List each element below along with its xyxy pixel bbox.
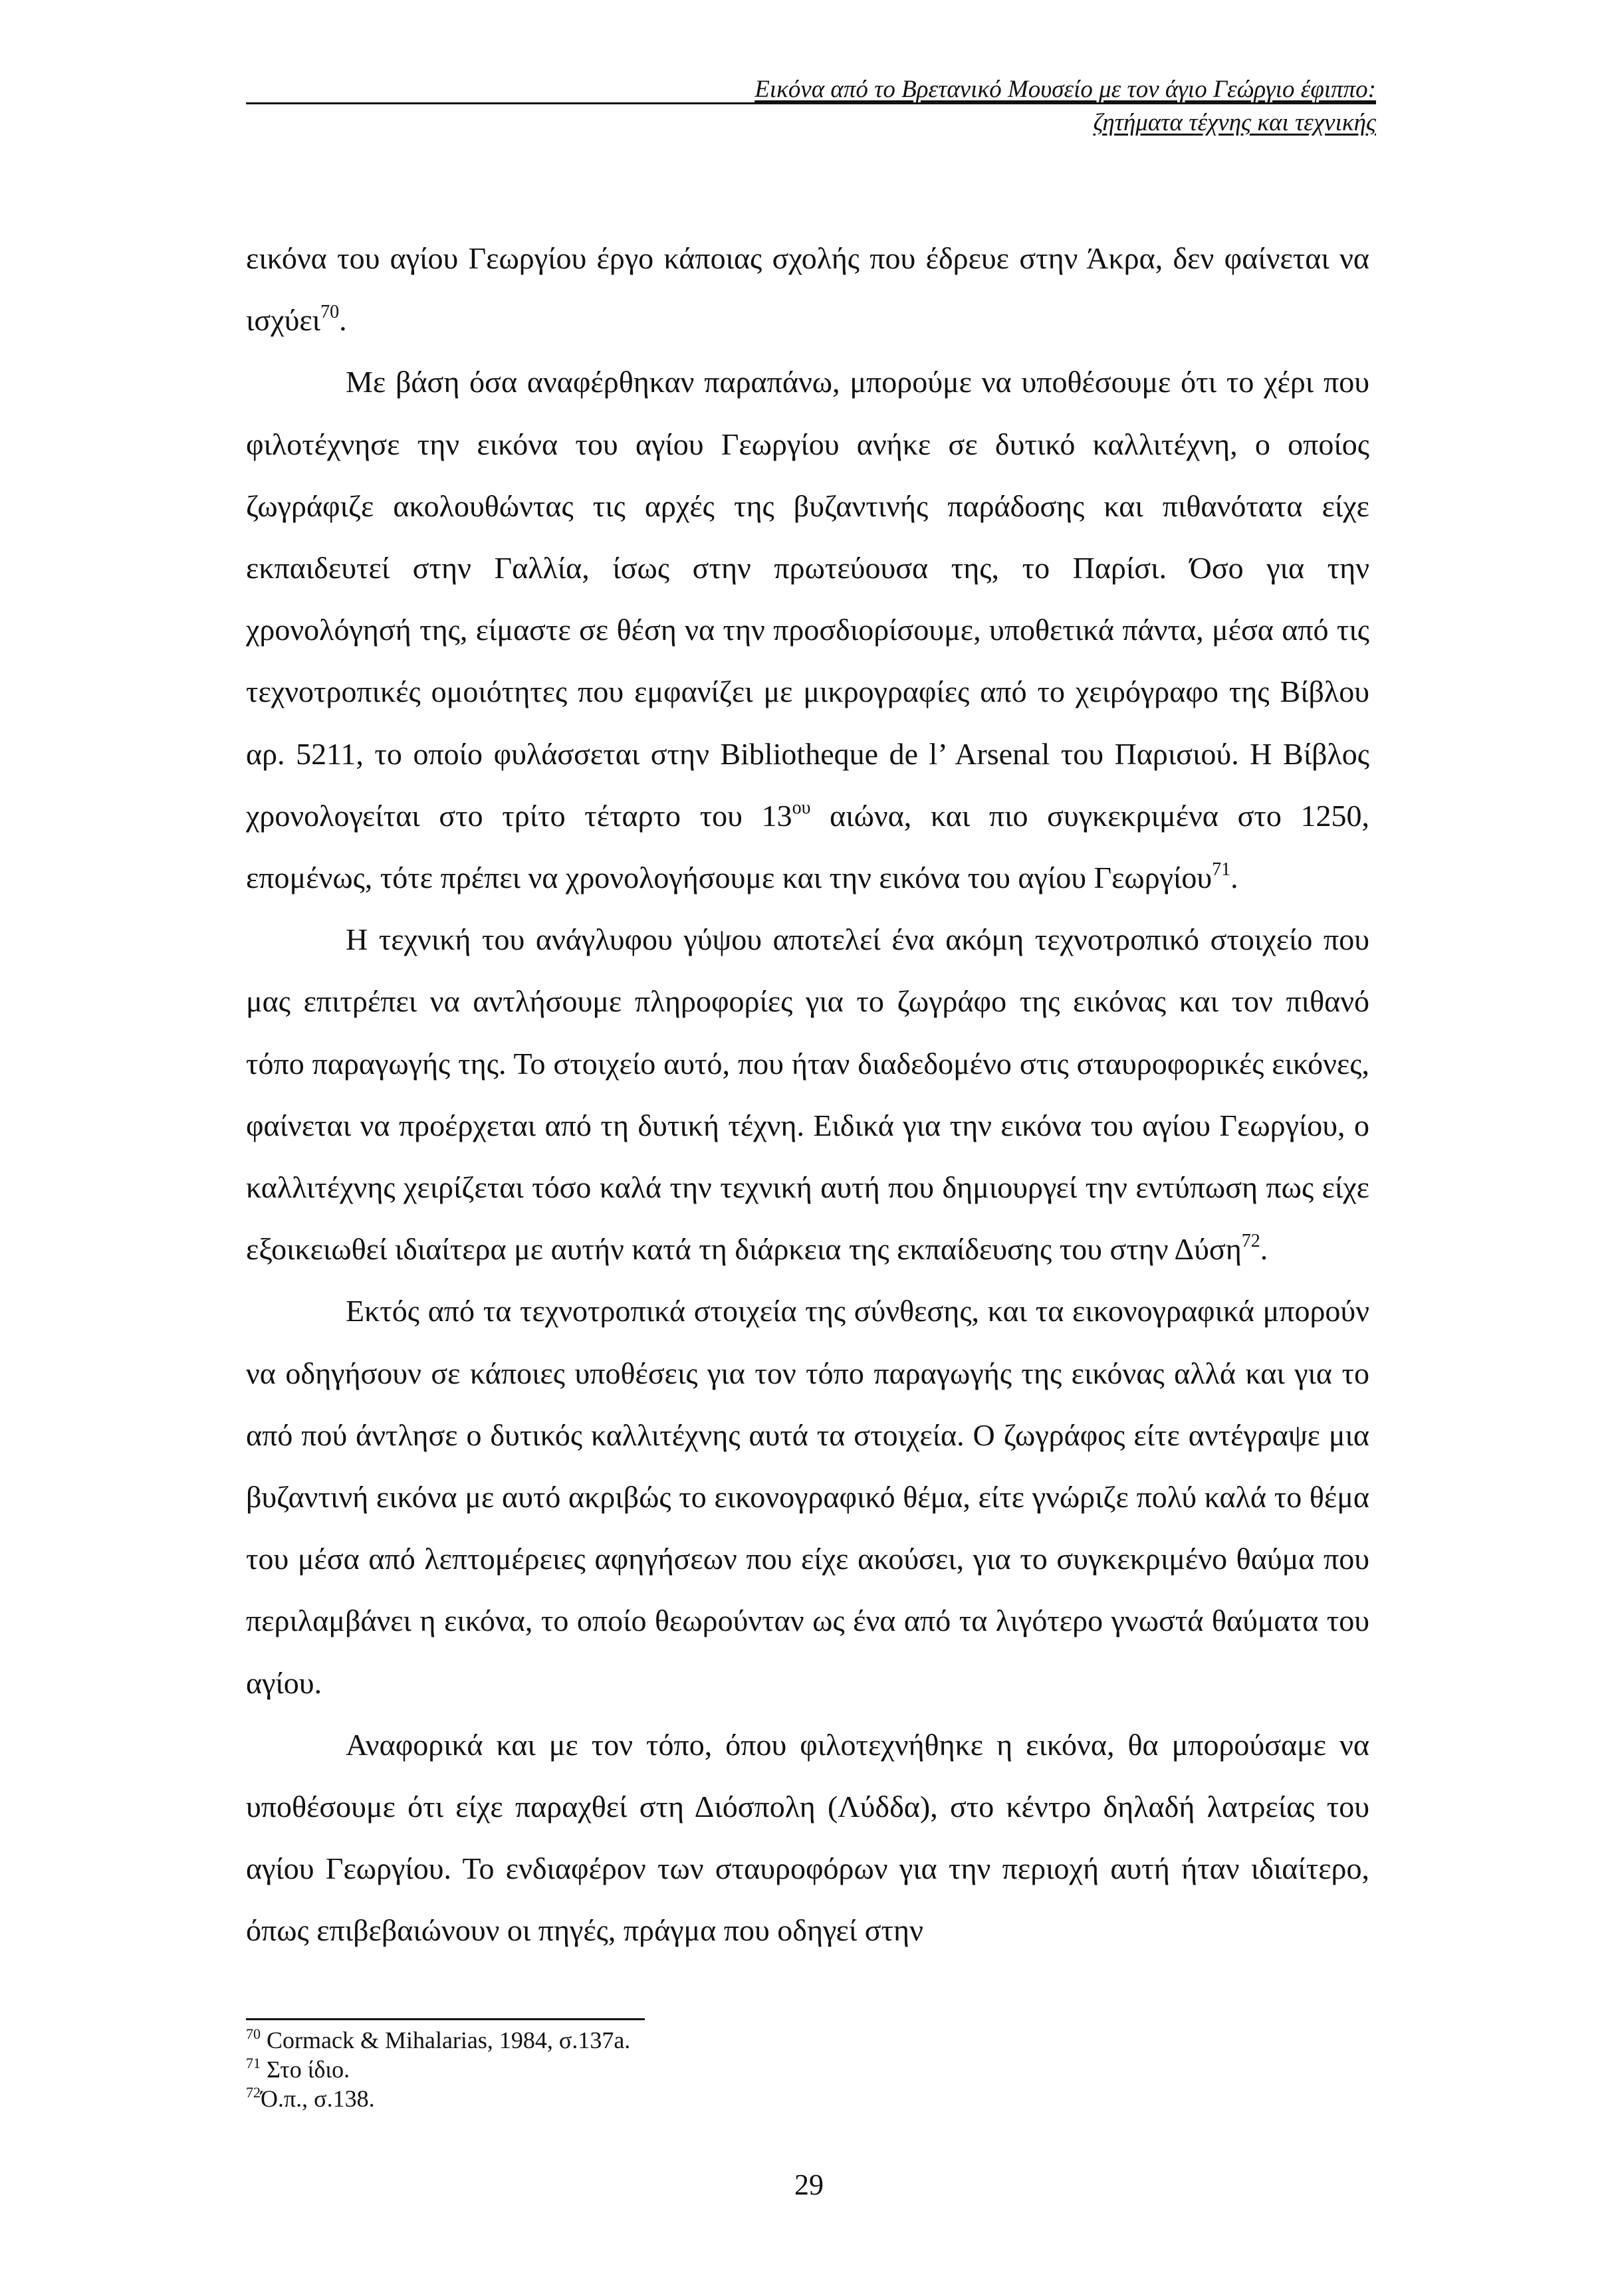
footnotes — [246, 2026, 1243, 2113]
header-title — [754, 73, 1376, 140]
footnote-ref-72: 72 — [1241, 1231, 1260, 1252]
footnote-72 — [246, 2084, 1243, 2113]
paragraph-4: Εκτός από τα τεχνοτροπικά στοιχεία της σύνθεσης, και τα εικονογραφικά μπορούν να οδηγήσουν σε κάποιες υποθέσεις για τον τόπο παραγωγής της εικόνας αλλά και για το από πού άντλησε ο δυτικός καλλιτέχνης αυτά τα στοιχεία. Ο ζωγράφος είτε αντέγραψε μια βυζαντινή εικόνα με αυτό ακριβώς το εικονογραφικό θέμα, είτε γνώριζε πολύ καλά το θέμα του μέσα από λεπτομέρειες αφηγήσεων που είχε ακούσει, για το συγκεκριμένο θαύμα που περιλαμβάνει η εικόνα, το οποίο θεωρούνταν ως ένα από τα λιγότερο γνωστά θαύματα του αγίου. — [246, 1294, 1369, 1700]
paragraph-3-end: . — [1260, 1232, 1268, 1267]
paragraph-2 — [246, 351, 1369, 908]
footnote-number: 70 — [246, 2026, 261, 2042]
footnote-text: Ό.π., σ.138. — [261, 2085, 375, 2112]
footnote-rule — [246, 2018, 645, 2020]
century-ordinal-suffix: ου — [792, 797, 811, 818]
footnote-ref-70: 70 — [320, 302, 340, 323]
paragraph-1-text: εικόνα του αγίου Γεωργίου έργο κάποιας σχολής που έδρευε στην Άκρα, δεν φαίνεται να ισχύει — [246, 241, 1369, 338]
footnote-number: 72 — [246, 2084, 261, 2101]
paragraph-2-end: . — [1230, 861, 1238, 895]
footnote-number: 71 — [246, 2055, 261, 2071]
paragraph-5: Αναφορικά και με τον τόπο, όπου φιλοτεχνήθηκε η εικόνα, θα μπορούσαμε να υποθέσουμε ότι είχε παραχθεί στη Διόσπολη (Λύδδα), στο κέντρο δηλαδή λατρείας του αγίου Γεωργίου. Το ενδιαφέρον των σταυροφόρων για την περιοχή αυτή ήταν ιδιαίτερο, όπως επιβεβαιώνουν οι πηγές, πράγμα που οδηγεί στην — [246, 1727, 1369, 1948]
header-title-line-2: ζητήματα τέχνης και τεχνικής — [1093, 109, 1376, 136]
footnote-ref-71: 71 — [1212, 859, 1231, 881]
page-number: 29 — [794, 2168, 824, 2201]
paragraph-3-text: Η τεχνική του ανάγλυφου γύψου αποτελεί ένα ακόμη τεχνοτροπικό στοιχείο που μας επιτρέπει να αντλήσουμε πληροφορίες για το ζωγράφο της εικόνας και τον πιθανό τόπο παραγωγής της. Το στοιχείο αυτό, που ήταν διαδεδομένο στις σταυροφορικές εικόνες, φαίνεται να προέρχεται από τη δυτική τέχνη. Ειδικά για την εικόνα του αγίου Γεωργίου, ο καλλιτέχνης χειρίζεται τόσο καλά την τεχνική αυτή που δημιουργεί την εντύπωση πως είχε εξοικειωθεί ιδιαίτερα με αυτήν κατά τη διάρκεια της εκπαίδευσης του στην Δύση — [246, 922, 1369, 1267]
footnote-text: Cormack & Mihalarias, 1984, σ.137a. — [261, 2027, 631, 2053]
footnote-70 — [246, 2026, 1243, 2055]
header-title-line-1: Εικόνα από το Βρετανικό Μουσείο με τον άγιο Γεώργιο έφιππο: — [754, 76, 1376, 103]
body-text — [246, 227, 1369, 1962]
paragraph-3 — [246, 908, 1369, 1280]
footnote-71 — [246, 2055, 1243, 2084]
paragraph-2-text-b: αιώνα, και πιο συγκεκριμένα στο 1250, επομένως, τότε πρέπει να χρονολογήσουμε και την εικόνα του αγίου Γεωργίου — [246, 798, 1370, 895]
footnote-text: Στο ίδιο. — [261, 2056, 350, 2083]
paragraph-1-end: . — [339, 303, 347, 338]
paragraph-1 — [246, 227, 1369, 351]
paragraph-2-text: Με βάση όσα αναφέρθηκαν παραπάνω, μπορούμε να υποθέσουμε ότι το χέρι που φιλοτέχνησε την εικόνα του αγίου Γεωργίου ανήκε σε δυτικό καλλιτέχνη, ο οποίος ζωγράφιζε ακολουθώντας τις αρχές της βυζαντινής παράδοσης και πιθανότατα είχε εκπαιδευτεί στην Γαλλία, ίσως στην πρωτεύουσα της, το Παρίσι. Όσο για την χρονολόγησή της, είμαστε σε θέση να την προσδιορίσουμε, υποθετικά πάντα, μέσα από τις τεχνοτροπικές ομοιότητες που εμφανίζει με μικρογραφίες από το χειρόγραφο της Βίβλου αρ. 5211, το οποίο φυλάσσεται στην Bibliotheque de l’ Arsenal του Παρισιού. Η Βίβλος χρονολογείται στο τρίτο τέταρτο του 13 — [246, 365, 1369, 833]
